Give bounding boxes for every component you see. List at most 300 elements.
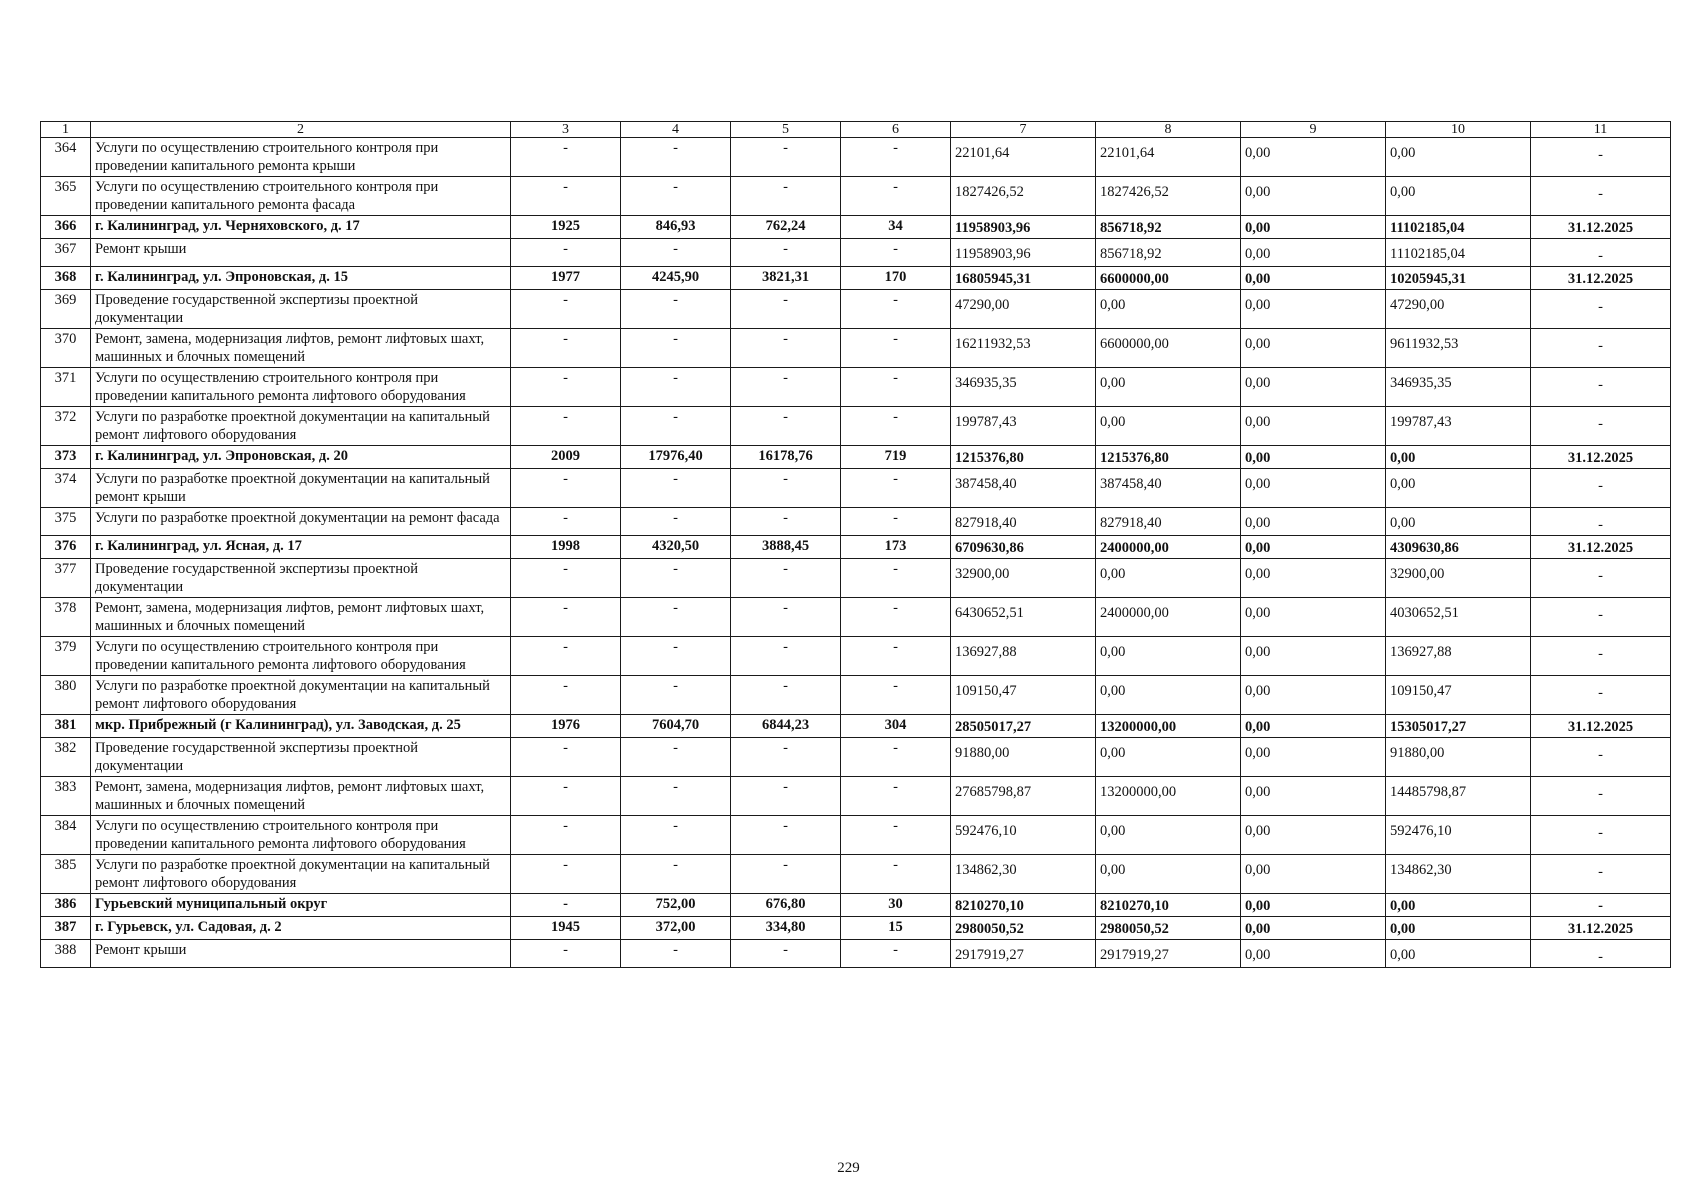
table-row-address xyxy=(41,894,1671,917)
cell-owner-cost: 592476,10 xyxy=(1386,816,1531,855)
column-number-1: 1 xyxy=(41,122,91,138)
cell-residents: 15 xyxy=(841,917,951,940)
cell-fund-cost: 0,00 xyxy=(1096,559,1241,598)
cell-description: Услуги по осуществлению строительного контроля при проведении капитального ремонта лифтового оборудования xyxy=(91,637,511,676)
cell-owner-cost: 199787,43 xyxy=(1386,407,1531,446)
cell-year-built: 1998 xyxy=(511,536,621,559)
cell-row-number: 371 xyxy=(41,368,91,407)
cell-row-number: 377 xyxy=(41,559,91,598)
cell-living-area: - xyxy=(731,177,841,216)
cell-municipal-cost: 0,00 xyxy=(1241,469,1386,508)
cell-owner-cost: 0,00 xyxy=(1386,508,1531,536)
cell-municipal-cost: 0,00 xyxy=(1241,917,1386,940)
cell-living-area: 6844,23 xyxy=(731,715,841,738)
cell-description: Ремонт, замена, модернизация лифтов, ремонт лифтовых шахт, машинных и блочных помещений xyxy=(91,329,511,368)
cell-year-built: - xyxy=(511,637,621,676)
cell-total-cost: 387458,40 xyxy=(951,469,1096,508)
cell-residents: - xyxy=(841,559,951,598)
cell-description: Услуги по разработке проектной документации на капитальный ремонт крыши xyxy=(91,469,511,508)
cell-deadline: - xyxy=(1531,855,1671,894)
table-row-work xyxy=(41,508,1671,536)
table-row-address xyxy=(41,917,1671,940)
cell-row-number: 372 xyxy=(41,407,91,446)
cell-fund-cost: 2980050,52 xyxy=(1096,917,1241,940)
cell-total-area: - xyxy=(621,290,731,329)
cell-fund-cost: 2400000,00 xyxy=(1096,598,1241,637)
cell-municipal-cost: 0,00 xyxy=(1241,637,1386,676)
cell-total-area: - xyxy=(621,177,731,216)
cell-description: г. Калининград, ул. Черняховского, д. 17 xyxy=(91,216,511,239)
cell-total-area: - xyxy=(621,816,731,855)
cell-total-area: - xyxy=(621,407,731,446)
cell-description: Услуги по осуществлению строительного контроля при проведении капитального ремонта лифтового оборудования xyxy=(91,368,511,407)
cell-year-built: - xyxy=(511,368,621,407)
cell-row-number: 370 xyxy=(41,329,91,368)
table-row-work xyxy=(41,368,1671,407)
cell-total-area: - xyxy=(621,508,731,536)
cell-municipal-cost: 0,00 xyxy=(1241,508,1386,536)
table-row-work xyxy=(41,676,1671,715)
cell-description: г. Калининград, ул. Эпроновская, д. 15 xyxy=(91,267,511,290)
cell-total-cost: 199787,43 xyxy=(951,407,1096,446)
cell-total-area: - xyxy=(621,598,731,637)
table-row-work xyxy=(41,940,1671,968)
column-number-3: 3 xyxy=(511,122,621,138)
cell-fund-cost: 13200000,00 xyxy=(1096,715,1241,738)
cell-row-number: 364 xyxy=(41,138,91,177)
cell-description: Услуги по разработке проектной документации на капитальный ремонт лифтового оборудования xyxy=(91,855,511,894)
table-row-work xyxy=(41,637,1671,676)
cell-living-area: - xyxy=(731,407,841,446)
cell-year-built: 1945 xyxy=(511,917,621,940)
cell-deadline: - xyxy=(1531,559,1671,598)
cell-deadline: 31.12.2025 xyxy=(1531,715,1671,738)
table-row-work xyxy=(41,559,1671,598)
cell-row-number: 374 xyxy=(41,469,91,508)
cell-total-cost: 32900,00 xyxy=(951,559,1096,598)
cell-row-number: 380 xyxy=(41,676,91,715)
cell-description: Проведение государственной экспертизы проектной документации xyxy=(91,559,511,598)
cell-deadline: - xyxy=(1531,407,1671,446)
cell-fund-cost: 856718,92 xyxy=(1096,239,1241,267)
cell-year-built: - xyxy=(511,816,621,855)
cell-deadline: - xyxy=(1531,816,1671,855)
cell-total-area: - xyxy=(621,855,731,894)
cell-municipal-cost: 0,00 xyxy=(1241,738,1386,777)
cell-municipal-cost: 0,00 xyxy=(1241,446,1386,469)
cell-residents: - xyxy=(841,508,951,536)
cell-owner-cost: 0,00 xyxy=(1386,446,1531,469)
cell-deadline: - xyxy=(1531,469,1671,508)
cell-residents: - xyxy=(841,676,951,715)
cell-row-number: 382 xyxy=(41,738,91,777)
cell-owner-cost: 134862,30 xyxy=(1386,855,1531,894)
cell-deadline: 31.12.2025 xyxy=(1531,216,1671,239)
cell-fund-cost: 13200000,00 xyxy=(1096,777,1241,816)
cell-living-area: 762,24 xyxy=(731,216,841,239)
cell-municipal-cost: 0,00 xyxy=(1241,138,1386,177)
cell-owner-cost: 47290,00 xyxy=(1386,290,1531,329)
cell-municipal-cost: 0,00 xyxy=(1241,816,1386,855)
cell-total-cost: 2917919,27 xyxy=(951,940,1096,968)
cell-municipal-cost: 0,00 xyxy=(1241,267,1386,290)
cell-living-area: - xyxy=(731,508,841,536)
cell-row-number: 367 xyxy=(41,239,91,267)
table-row-address xyxy=(41,536,1671,559)
cell-owner-cost: 0,00 xyxy=(1386,917,1531,940)
cell-deadline: - xyxy=(1531,329,1671,368)
cell-living-area: - xyxy=(731,329,841,368)
column-number-9: 9 xyxy=(1241,122,1386,138)
column-number-10: 10 xyxy=(1386,122,1531,138)
cell-total-area: 4245,90 xyxy=(621,267,731,290)
cell-residents: 719 xyxy=(841,446,951,469)
cell-living-area: - xyxy=(731,598,841,637)
cell-residents: - xyxy=(841,777,951,816)
cell-fund-cost: 0,00 xyxy=(1096,676,1241,715)
cell-owner-cost: 0,00 xyxy=(1386,469,1531,508)
cell-deadline: - xyxy=(1531,368,1671,407)
cell-total-cost: 1215376,80 xyxy=(951,446,1096,469)
cell-total-area: - xyxy=(621,637,731,676)
cell-residents: - xyxy=(841,290,951,329)
cell-total-cost: 1827426,52 xyxy=(951,177,1096,216)
cell-owner-cost: 4030652,51 xyxy=(1386,598,1531,637)
cell-municipal-cost: 0,00 xyxy=(1241,894,1386,917)
cell-description: Проведение государственной экспертизы проектной документации xyxy=(91,738,511,777)
table-row-work xyxy=(41,598,1671,637)
cell-total-cost: 28505017,27 xyxy=(951,715,1096,738)
table-row-work xyxy=(41,329,1671,368)
cell-total-area: - xyxy=(621,239,731,267)
cell-residents: - xyxy=(841,816,951,855)
cell-year-built: - xyxy=(511,676,621,715)
cell-owner-cost: 4309630,86 xyxy=(1386,536,1531,559)
cell-description: г. Гурьевск, ул. Садовая, д. 2 xyxy=(91,917,511,940)
cell-municipal-cost: 0,00 xyxy=(1241,940,1386,968)
table-row-address xyxy=(41,267,1671,290)
cell-fund-cost: 0,00 xyxy=(1096,637,1241,676)
cell-row-number: 375 xyxy=(41,508,91,536)
cell-description: г. Калининград, ул. Эпроновская, д. 20 xyxy=(91,446,511,469)
cell-total-cost: 16211932,53 xyxy=(951,329,1096,368)
cell-municipal-cost: 0,00 xyxy=(1241,777,1386,816)
cell-residents: 304 xyxy=(841,715,951,738)
cell-total-area: 752,00 xyxy=(621,894,731,917)
cell-residents: - xyxy=(841,469,951,508)
cell-fund-cost: 8210270,10 xyxy=(1096,894,1241,917)
cell-municipal-cost: 0,00 xyxy=(1241,329,1386,368)
cell-total-cost: 47290,00 xyxy=(951,290,1096,329)
cell-fund-cost: 1827426,52 xyxy=(1096,177,1241,216)
cell-year-built: - xyxy=(511,940,621,968)
table-row-work xyxy=(41,777,1671,816)
table-row-work xyxy=(41,738,1671,777)
cell-year-built: - xyxy=(511,738,621,777)
cell-year-built: - xyxy=(511,469,621,508)
cell-total-cost: 592476,10 xyxy=(951,816,1096,855)
cell-total-area: - xyxy=(621,368,731,407)
cell-residents: - xyxy=(841,138,951,177)
cell-owner-cost: 91880,00 xyxy=(1386,738,1531,777)
cell-fund-cost: 6600000,00 xyxy=(1096,329,1241,368)
cell-living-area: 334,80 xyxy=(731,917,841,940)
cell-row-number: 379 xyxy=(41,637,91,676)
cell-description: Гурьевский муниципальный округ xyxy=(91,894,511,917)
cell-residents: 34 xyxy=(841,216,951,239)
cell-total-cost: 16805945,31 xyxy=(951,267,1096,290)
cell-living-area: 3821,31 xyxy=(731,267,841,290)
cell-total-cost: 6430652,51 xyxy=(951,598,1096,637)
cell-living-area: - xyxy=(731,290,841,329)
cell-fund-cost: 387458,40 xyxy=(1096,469,1241,508)
cell-owner-cost: 136927,88 xyxy=(1386,637,1531,676)
cell-fund-cost: 2917919,27 xyxy=(1096,940,1241,968)
cell-owner-cost: 0,00 xyxy=(1386,894,1531,917)
cell-owner-cost: 32900,00 xyxy=(1386,559,1531,598)
table-row-address xyxy=(41,446,1671,469)
cell-row-number: 369 xyxy=(41,290,91,329)
cell-owner-cost: 0,00 xyxy=(1386,177,1531,216)
cell-residents: - xyxy=(841,598,951,637)
cell-owner-cost: 14485798,87 xyxy=(1386,777,1531,816)
cell-year-built: - xyxy=(511,407,621,446)
cell-municipal-cost: 0,00 xyxy=(1241,855,1386,894)
cell-deadline: 31.12.2025 xyxy=(1531,446,1671,469)
cell-owner-cost: 11102185,04 xyxy=(1386,239,1531,267)
cell-living-area: - xyxy=(731,676,841,715)
cell-year-built: 2009 xyxy=(511,446,621,469)
cell-row-number: 385 xyxy=(41,855,91,894)
cell-residents: - xyxy=(841,407,951,446)
cell-owner-cost: 346935,35 xyxy=(1386,368,1531,407)
cell-row-number: 386 xyxy=(41,894,91,917)
cell-row-number: 365 xyxy=(41,177,91,216)
table-row-address xyxy=(41,216,1671,239)
cell-residents: 30 xyxy=(841,894,951,917)
cell-deadline: - xyxy=(1531,598,1671,637)
cell-deadline: - xyxy=(1531,676,1671,715)
cell-year-built: - xyxy=(511,177,621,216)
cell-total-area: - xyxy=(621,469,731,508)
cell-municipal-cost: 0,00 xyxy=(1241,177,1386,216)
cell-row-number: 366 xyxy=(41,216,91,239)
cell-residents: 173 xyxy=(841,536,951,559)
cell-description: Услуги по разработке проектной документации на капитальный ремонт лифтового оборудования xyxy=(91,407,511,446)
table-row-work xyxy=(41,239,1671,267)
cell-total-cost: 11958903,96 xyxy=(951,239,1096,267)
cell-deadline: - xyxy=(1531,177,1671,216)
table-row-work xyxy=(41,469,1671,508)
cell-description: Ремонт крыши xyxy=(91,940,511,968)
cell-living-area: - xyxy=(731,940,841,968)
cell-total-area: - xyxy=(621,329,731,368)
cell-total-area: - xyxy=(621,138,731,177)
cell-residents: - xyxy=(841,940,951,968)
cell-total-cost: 2980050,52 xyxy=(951,917,1096,940)
cell-year-built: - xyxy=(511,559,621,598)
cell-fund-cost: 0,00 xyxy=(1096,855,1241,894)
cell-deadline: - xyxy=(1531,508,1671,536)
table-row-work xyxy=(41,290,1671,329)
cell-row-number: 388 xyxy=(41,940,91,968)
column-number-11: 11 xyxy=(1531,122,1671,138)
cell-total-cost: 6709630,86 xyxy=(951,536,1096,559)
cell-owner-cost: 11102185,04 xyxy=(1386,216,1531,239)
cell-fund-cost: 0,00 xyxy=(1096,368,1241,407)
cell-owner-cost: 109150,47 xyxy=(1386,676,1531,715)
cell-living-area: - xyxy=(731,559,841,598)
cell-owner-cost: 0,00 xyxy=(1386,940,1531,968)
cell-total-cost: 109150,47 xyxy=(951,676,1096,715)
cell-fund-cost: 0,00 xyxy=(1096,738,1241,777)
cell-living-area: - xyxy=(731,637,841,676)
cell-year-built: - xyxy=(511,777,621,816)
cell-municipal-cost: 0,00 xyxy=(1241,216,1386,239)
cell-municipal-cost: 0,00 xyxy=(1241,598,1386,637)
cell-municipal-cost: 0,00 xyxy=(1241,368,1386,407)
cell-living-area: 16178,76 xyxy=(731,446,841,469)
cell-year-built: - xyxy=(511,138,621,177)
column-number-row xyxy=(41,122,1671,138)
cell-total-area: - xyxy=(621,738,731,777)
cell-residents: - xyxy=(841,368,951,407)
cell-description: Ремонт, замена, модернизация лифтов, ремонт лифтовых шахт, машинных и блочных помещений xyxy=(91,777,511,816)
cell-fund-cost: 2400000,00 xyxy=(1096,536,1241,559)
cell-living-area: 676,80 xyxy=(731,894,841,917)
cell-deadline: 31.12.2025 xyxy=(1531,536,1671,559)
cell-living-area: - xyxy=(731,855,841,894)
cell-residents: - xyxy=(841,177,951,216)
cell-description: Проведение государственной экспертизы проектной документации xyxy=(91,290,511,329)
cell-total-cost: 11958903,96 xyxy=(951,216,1096,239)
cell-municipal-cost: 0,00 xyxy=(1241,290,1386,329)
cell-total-area: 17976,40 xyxy=(621,446,731,469)
cell-year-built: - xyxy=(511,239,621,267)
cell-total-cost: 22101,64 xyxy=(951,138,1096,177)
cell-living-area: - xyxy=(731,368,841,407)
cell-fund-cost: 0,00 xyxy=(1096,407,1241,446)
cell-year-built: - xyxy=(511,329,621,368)
cell-residents: - xyxy=(841,239,951,267)
cell-description: мкр. Прибрежный (г Калининград), ул. Заводская, д. 25 xyxy=(91,715,511,738)
cell-municipal-cost: 0,00 xyxy=(1241,559,1386,598)
cell-row-number: 381 xyxy=(41,715,91,738)
cell-living-area: - xyxy=(731,738,841,777)
cell-description: Услуги по разработке проектной документации на капитальный ремонт лифтового оборудования xyxy=(91,676,511,715)
cell-description: Услуги по осуществлению строительного контроля при проведении капитального ремонта лифтового оборудования xyxy=(91,816,511,855)
cell-owner-cost: 0,00 xyxy=(1386,138,1531,177)
cell-row-number: 373 xyxy=(41,446,91,469)
cell-total-cost: 136927,88 xyxy=(951,637,1096,676)
cell-row-number: 368 xyxy=(41,267,91,290)
column-number-4: 4 xyxy=(621,122,731,138)
table-row-work xyxy=(41,855,1671,894)
cell-description: Услуги по разработке проектной документации на ремонт фасада xyxy=(91,508,511,536)
cell-fund-cost: 0,00 xyxy=(1096,816,1241,855)
cell-year-built: - xyxy=(511,290,621,329)
table-row-work xyxy=(41,816,1671,855)
cell-fund-cost: 22101,64 xyxy=(1096,138,1241,177)
column-number-8: 8 xyxy=(1096,122,1241,138)
cell-municipal-cost: 0,00 xyxy=(1241,536,1386,559)
cell-fund-cost: 827918,40 xyxy=(1096,508,1241,536)
cell-row-number: 384 xyxy=(41,816,91,855)
cell-owner-cost: 15305017,27 xyxy=(1386,715,1531,738)
cell-fund-cost: 1215376,80 xyxy=(1096,446,1241,469)
document-sheet xyxy=(40,121,1670,968)
table-row-work xyxy=(41,177,1671,216)
cell-total-cost: 27685798,87 xyxy=(951,777,1096,816)
cell-description: Услуги по осуществлению строительного контроля при проведении капитального ремонта фасада xyxy=(91,177,511,216)
cell-deadline: - xyxy=(1531,940,1671,968)
cell-living-area: - xyxy=(731,239,841,267)
cell-living-area: 3888,45 xyxy=(731,536,841,559)
cell-total-area: 846,93 xyxy=(621,216,731,239)
cell-total-cost: 346935,35 xyxy=(951,368,1096,407)
cell-total-area: 4320,50 xyxy=(621,536,731,559)
cell-living-area: - xyxy=(731,138,841,177)
cell-fund-cost: 0,00 xyxy=(1096,290,1241,329)
column-number-6: 6 xyxy=(841,122,951,138)
cell-year-built: - xyxy=(511,508,621,536)
cell-year-built: - xyxy=(511,894,621,917)
cell-row-number: 387 xyxy=(41,917,91,940)
cell-deadline: - xyxy=(1531,637,1671,676)
cell-year-built: 1925 xyxy=(511,216,621,239)
cell-deadline: 31.12.2025 xyxy=(1531,917,1671,940)
table-row-address xyxy=(41,715,1671,738)
cell-year-built: 1977 xyxy=(511,267,621,290)
cell-living-area: - xyxy=(731,469,841,508)
table-row-work xyxy=(41,138,1671,177)
cell-total-cost: 91880,00 xyxy=(951,738,1096,777)
table-body xyxy=(41,122,1671,968)
cell-living-area: - xyxy=(731,816,841,855)
cell-deadline: - xyxy=(1531,290,1671,329)
cell-total-cost: 8210270,10 xyxy=(951,894,1096,917)
cell-fund-cost: 6600000,00 xyxy=(1096,267,1241,290)
cell-residents: - xyxy=(841,637,951,676)
cell-residents: - xyxy=(841,855,951,894)
cell-owner-cost: 9611932,53 xyxy=(1386,329,1531,368)
page-number: 229 xyxy=(837,1160,860,1176)
cell-deadline: - xyxy=(1531,894,1671,917)
cell-municipal-cost: 0,00 xyxy=(1241,676,1386,715)
cell-owner-cost: 10205945,31 xyxy=(1386,267,1531,290)
cell-residents: 170 xyxy=(841,267,951,290)
cell-total-area: - xyxy=(621,777,731,816)
cell-municipal-cost: 0,00 xyxy=(1241,407,1386,446)
cell-deadline: - xyxy=(1531,777,1671,816)
cell-year-built: 1976 xyxy=(511,715,621,738)
cell-residents: - xyxy=(841,329,951,368)
cell-total-area: - xyxy=(621,559,731,598)
cell-total-area: - xyxy=(621,676,731,715)
table-row-work xyxy=(41,407,1671,446)
cell-residents: - xyxy=(841,738,951,777)
column-number-2: 2 xyxy=(91,122,511,138)
cell-fund-cost: 856718,92 xyxy=(1096,216,1241,239)
cell-description: Услуги по осуществлению строительного контроля при проведении капитального ремонта крыши xyxy=(91,138,511,177)
cell-year-built: - xyxy=(511,598,621,637)
cell-description: Ремонт, замена, модернизация лифтов, ремонт лифтовых шахт, машинных и блочных помещений xyxy=(91,598,511,637)
column-number-7: 7 xyxy=(951,122,1096,138)
cell-municipal-cost: 0,00 xyxy=(1241,239,1386,267)
cell-row-number: 378 xyxy=(41,598,91,637)
capital-repair-table xyxy=(40,121,1671,968)
cell-municipal-cost: 0,00 xyxy=(1241,715,1386,738)
